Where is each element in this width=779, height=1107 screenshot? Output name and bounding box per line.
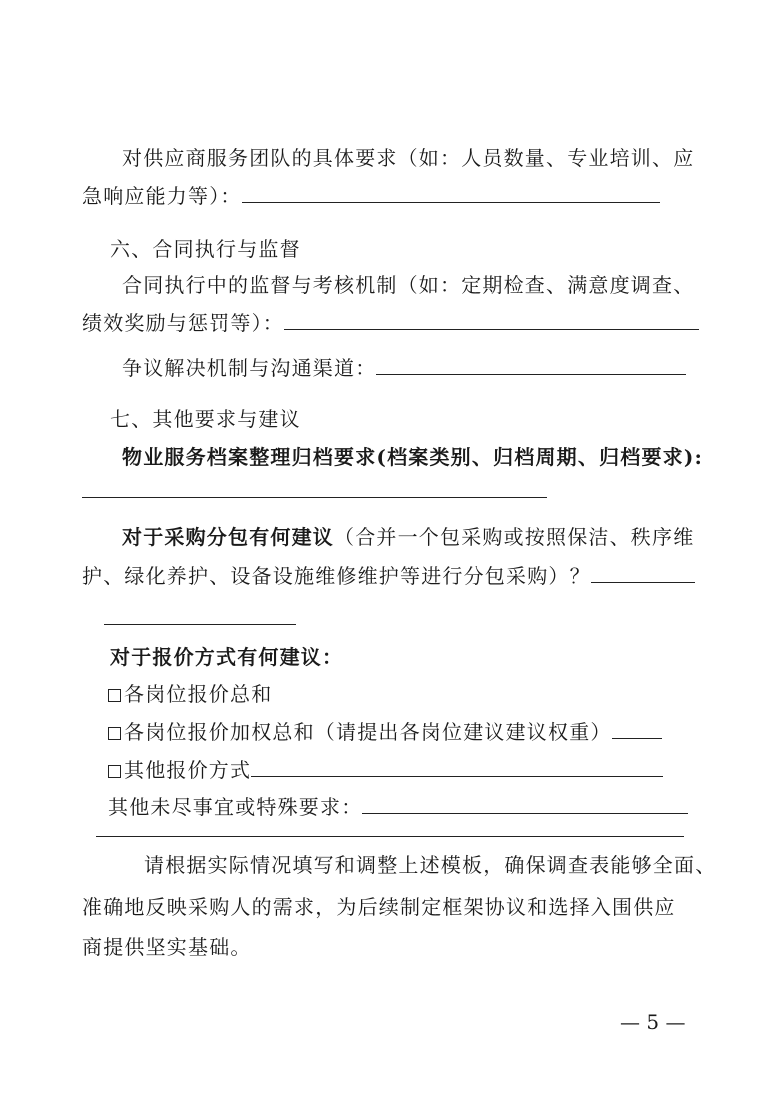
- section6-heading: 六、合同执行与监督: [110, 237, 301, 261]
- closing-line2: 准确地反映采购人的需求，为后续制定框架协议和选择入围供应: [82, 895, 676, 919]
- option1-label: 各岗位报价总和: [124, 682, 273, 706]
- team-requirements-blank[interactable]: [242, 184, 660, 203]
- supervision-label: 绩效奖励与惩罚等）：: [82, 311, 284, 335]
- team-requirements-label: 急响应能力等）：: [82, 184, 242, 208]
- team-requirements-line1: 对供应商服务团队的具体要求（如：人员数量、专业培训、应: [122, 146, 695, 170]
- supervision-line1: 合同执行中的监督与考核机制（如：定期检查、满意度调查、: [122, 273, 695, 297]
- packaging-blank-2[interactable]: [104, 624, 296, 625]
- dispute-line: [122, 355, 732, 381]
- team-requirements-line2: [82, 183, 692, 209]
- packaging-question-line2: [82, 563, 692, 589]
- archive-requirements: 物业服务档案整理归档要求(档案类别、归档周期、归档要求):: [122, 445, 704, 469]
- option1-checkbox[interactable]: [108, 689, 121, 702]
- divider: [96, 836, 684, 837]
- option3-label: 其他报价方式: [124, 758, 252, 782]
- packaging-question-detail2: 护、绿化养护、设备设施维修维护等进行分包采购）？: [82, 564, 591, 588]
- option3-checkbox[interactable]: [108, 765, 121, 778]
- page-number: — 5 —: [620, 1010, 686, 1034]
- supervision-blank[interactable]: [284, 311, 699, 330]
- pricing-option-3: [108, 757, 718, 783]
- closing-line3: 商提供坚实基础。: [82, 935, 252, 959]
- pricing-option-2: [108, 719, 718, 745]
- other-requirements-label: 其他未尽事宜或特殊要求：: [108, 795, 363, 819]
- section7-heading: 七、其他要求与建议: [110, 407, 301, 431]
- packaging-question-detail: （合并一个包采购或按照保洁、秩序维: [334, 525, 695, 549]
- option3-blank[interactable]: [251, 758, 663, 777]
- archive-blank[interactable]: [82, 497, 547, 498]
- closing-line1: 请根据实际情况填写和调整上述模板，确保调查表能够全面、: [144, 853, 717, 877]
- option2-checkbox[interactable]: [108, 727, 121, 740]
- packaging-question-line1: [122, 524, 732, 550]
- pricing-option-1: [108, 681, 718, 707]
- pricing-question: 对于报价方式有何建议：: [110, 645, 344, 669]
- dispute-blank[interactable]: [376, 356, 686, 375]
- other-requirements-blank[interactable]: [362, 795, 688, 814]
- packaging-blank-1[interactable]: [591, 564, 695, 583]
- option2-label: 各岗位报价加权总和（请提出各岗位建议建议权重）: [124, 720, 612, 744]
- dispute-label: 争议解决机制与沟通渠道：: [122, 356, 377, 380]
- supervision-line2: [82, 310, 692, 336]
- packaging-question-label: 对于采购分包有何建议: [122, 525, 334, 549]
- other-requirements-line: [108, 794, 718, 820]
- option2-blank[interactable]: [612, 720, 662, 739]
